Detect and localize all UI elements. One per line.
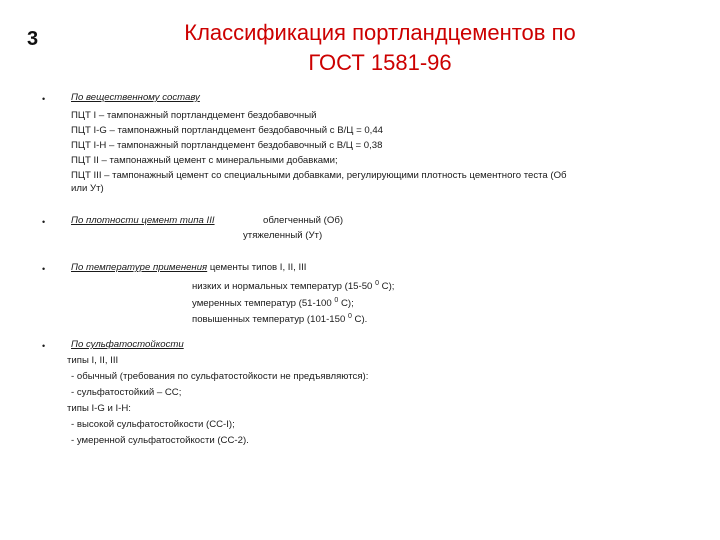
temperature-line [192,294,354,310]
density-heading: По плотности цемент типа III [71,215,215,226]
bullet-marker: • [42,217,46,227]
slide-title-line-1: Классификация портландцементов по [184,20,576,45]
composition-heading: По вещественному составу [71,92,200,103]
sulfate-line: - сульфатостойкий – СС; [71,387,182,398]
slide-number: 3 [27,28,39,50]
density-value: утяжеленный (Ут) [243,230,323,241]
sulfate-line: - обычный (требования по сульфатостойкости не предъявляются): [71,371,369,382]
temperature-line-text: низких и нормальных температур (15-50 [192,281,376,292]
temperature-line [192,277,394,293]
composition-line: или Ут) [71,183,104,194]
sulfate-line: типы I-G и I-H: [67,403,131,414]
temperature-line-text: умеренных температур (51-100 [192,298,335,309]
temperature-line-tail: С); [378,281,395,292]
bullet-marker: • [42,341,46,351]
bullet-marker: • [42,264,46,274]
temperature-heading-row [71,261,306,274]
temperature-line-tail: С). [351,314,368,325]
degree-sup: 0 [347,313,352,320]
composition-line: ПЦТ I – тампонажный портландцемент бездобавочный [71,110,317,121]
degree-sup: 0 [334,297,339,304]
slide-title-line-2: ГОСТ 1581-96 [308,50,452,75]
degree-sup: 0 [375,280,379,287]
temperature-heading: По температуре применения [71,262,208,273]
sulfate-heading: По сульфатостойкости [71,339,184,350]
composition-line: ПЦТ III – тампонажный цемент со специальными добавками, регулирующими плотность цементного теста (Об [71,170,567,181]
temperature-line [192,310,367,326]
composition-line: ПЦТ I-G – тампонажный портландцемент бездобавочный с В/Ц = 0,44 [71,125,384,136]
sulfate-line: - умеренной сульфатостойкости (СС-2). [71,435,249,446]
temperature-line-tail: С); [338,298,354,309]
composition-line: ПЦТ I-H – тампонажный портландцемент бездобавочный с В/Ц = 0,38 [71,140,383,151]
temperature-line-text: повышенных температур (101-150 [192,314,348,325]
sulfate-line: типы I, II, III [67,355,119,366]
temperature-heading-tail: цементы типов I, II, III [207,262,307,273]
bullet-marker: • [42,94,46,104]
sulfate-line: - высокой сульфатостойкости (СС-I); [71,419,235,430]
density-value: облегченный (Об) [263,215,344,226]
composition-line: ПЦТ II – тампонажный цемент с минеральными добавками; [71,155,338,166]
